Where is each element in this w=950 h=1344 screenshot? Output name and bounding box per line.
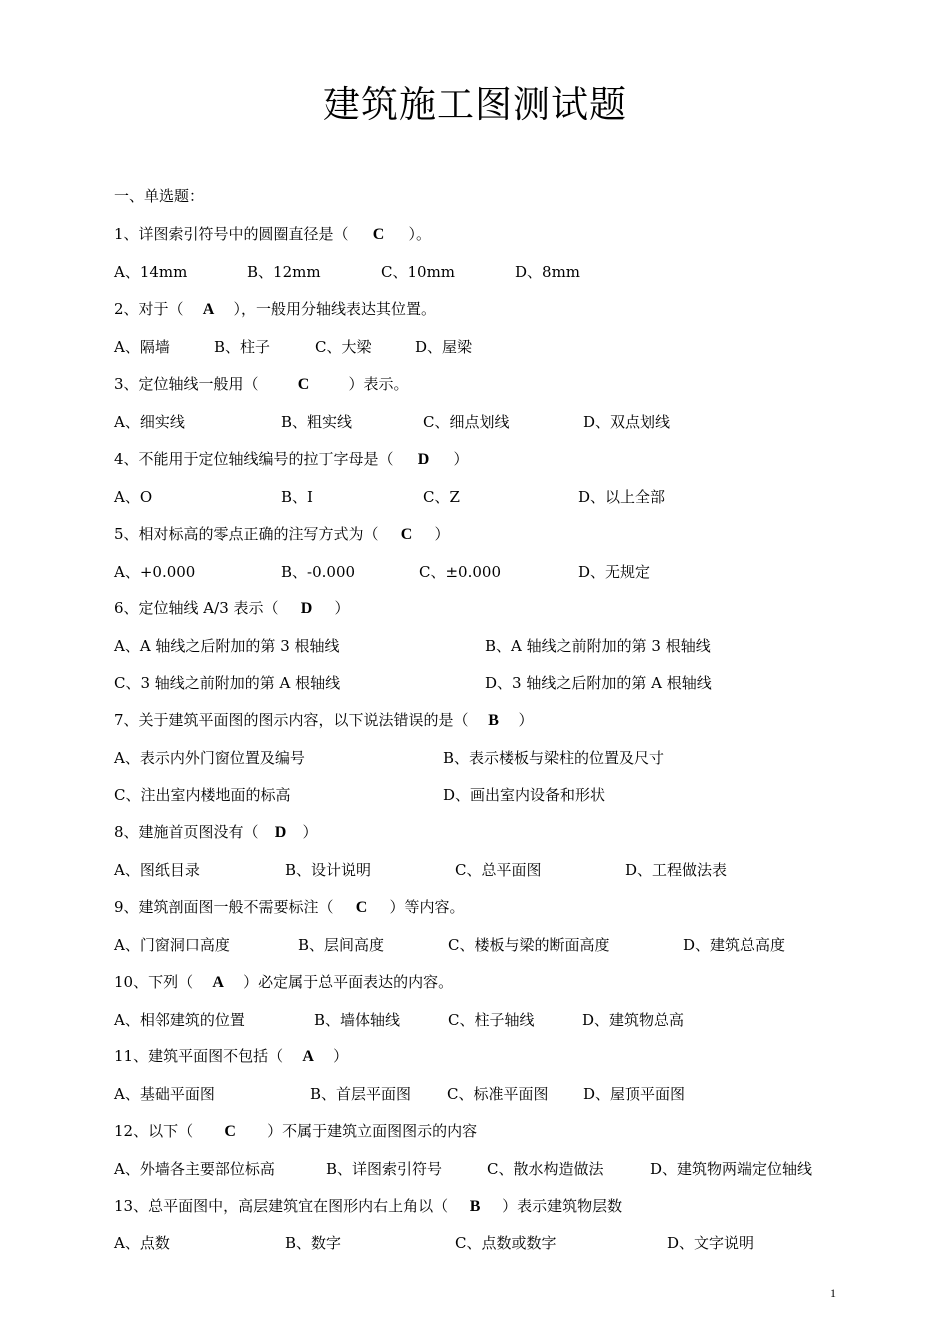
option-6b: B、A 轴线之前附加的第 3 根轴线 [485,637,711,655]
answer-1: C [372,226,385,243]
question-8: 8、建施首页图没有（ D ） [114,823,318,841]
question-1: 1、详图索引符号中的圆圈直径是（ C ）。 [114,225,432,243]
option-13a: A、点数 [114,1234,170,1252]
section-heading: 一、单选题： [114,187,205,205]
option-10b: B、墙体轴线 [314,1011,401,1029]
option-7a: A、表示内外门窗位置及编号 [114,749,305,767]
option-4a: A、O [114,488,153,506]
option-12b: B、详图索引符号 [326,1160,443,1178]
option-6c: C、3 轴线之前附加的第 A 根轴线 [114,674,341,692]
option-3d: D、双点划线 [583,413,671,431]
option-8a: A、图纸目录 [114,861,200,879]
option-5a: A、+0.000 [114,563,196,581]
option-8c: C、总平面图 [455,861,542,879]
option-2b: B、柱子 [214,338,271,356]
question-3: 3、定位轴线一般用（ C ）表示。 [114,375,409,393]
question-6: 6、定位轴线 A/3 表示（ D ） [114,599,350,617]
option-12a: A、外墙各主要部位标高 [114,1160,275,1178]
option-11c: C、标准平面图 [447,1085,549,1103]
option-10c: C、柱子轴线 [448,1011,535,1029]
answer-4: D [417,451,430,468]
option-13d: D、文字说明 [667,1234,755,1252]
option-5b: B、-0.000 [281,563,356,581]
option-1a: A、14mm [114,263,188,281]
question-2: 2、对于（ A ），一般用分轴线表达其位置。 [114,300,437,318]
option-11b: B、首层平面图 [310,1085,412,1103]
option-3c: C、细点划线 [423,413,510,431]
option-9c: C、楼板与梁的断面高度 [448,936,610,954]
answer-11: A [302,1048,314,1065]
page-number: 1 [830,1286,836,1300]
option-1b: B、12mm [247,263,321,281]
option-9a: A、门窗洞口高度 [114,936,230,954]
option-6a: A、A 轴线之后附加的第 3 根轴线 [114,637,340,655]
answer-13: B [469,1198,481,1215]
document-title: 建筑施工图测试题 [323,83,627,126]
question-13: 13、总平面图中，高层建筑宜在图形内右上角以（ B ）表示建筑物层数 [114,1197,623,1215]
option-12c: C、散水构造做法 [487,1160,604,1178]
option-6d: D、3 轴线之后附加的第 A 根轴线 [485,674,712,692]
option-1d: D、8mm [515,263,581,281]
answer-5: C [400,526,413,543]
question-12: 12、以下（ C ）不属于建筑立面图图示的内容 [114,1122,478,1140]
question-10: 10、下列（ A ）必定属于总平面表达的内容。 [114,973,454,991]
option-7d: D、画出室内设备和形状 [443,786,606,804]
answer-7: B [488,712,499,729]
option-10a: A、相邻建筑的位置 [114,1011,245,1029]
option-2a: A、隔墙 [114,338,170,356]
option-1c: C、10mm [381,263,456,281]
option-10d: D、建筑物总高 [582,1011,685,1029]
answer-12: C [224,1123,236,1140]
option-2c: C、大梁 [315,338,372,356]
option-4d: D、以上全部 [578,488,666,506]
option-2d: D、屋梁 [415,338,473,356]
option-13c: C、点数或数字 [455,1234,557,1252]
option-11d: D、屋顶平面图 [583,1085,686,1103]
option-3b: B、粗实线 [281,413,353,431]
option-7c: C、注出室内楼地面的标高 [114,786,291,804]
answer-3: C [297,376,310,393]
answer-6: D [300,600,313,617]
option-8b: B、设计说明 [285,861,372,879]
option-12d: D、建筑物两端定位轴线 [650,1160,813,1178]
option-11a: A、基础平面图 [114,1085,215,1103]
option-5d: D、无规定 [578,563,651,581]
option-8d: D、工程做法表 [625,861,728,879]
option-7b: B、表示楼板与梁柱的位置及尺寸 [443,749,665,767]
question-4: 4、不能用于定位轴线编号的拉丁字母是（ D ） [114,450,469,468]
question-11: 11、建筑平面图不包括（ A ） [114,1047,349,1065]
option-5c: C、±0.000 [419,563,501,581]
question-7: 7、关于建筑平面图的图示内容，以下说法错误的是（ B ） [114,711,534,729]
option-3a: A、细实线 [114,413,185,431]
question-5: 5、相对标高的零点正确的注写方式为（ C ） [114,525,450,543]
answer-2: A [202,301,215,318]
option-13b: B、数字 [285,1234,342,1252]
option-4c: C、Z [423,488,460,506]
option-9d: D、建筑总高度 [683,936,786,954]
answer-8: D [274,824,287,841]
answer-10: A [212,974,224,991]
question-9: 9、建筑剖面图一般不需要标注（ C ）等内容。 [114,898,465,916]
option-9b: B、层间高度 [298,936,385,954]
answer-9: C [355,899,368,916]
option-4b: B、I [281,488,313,506]
